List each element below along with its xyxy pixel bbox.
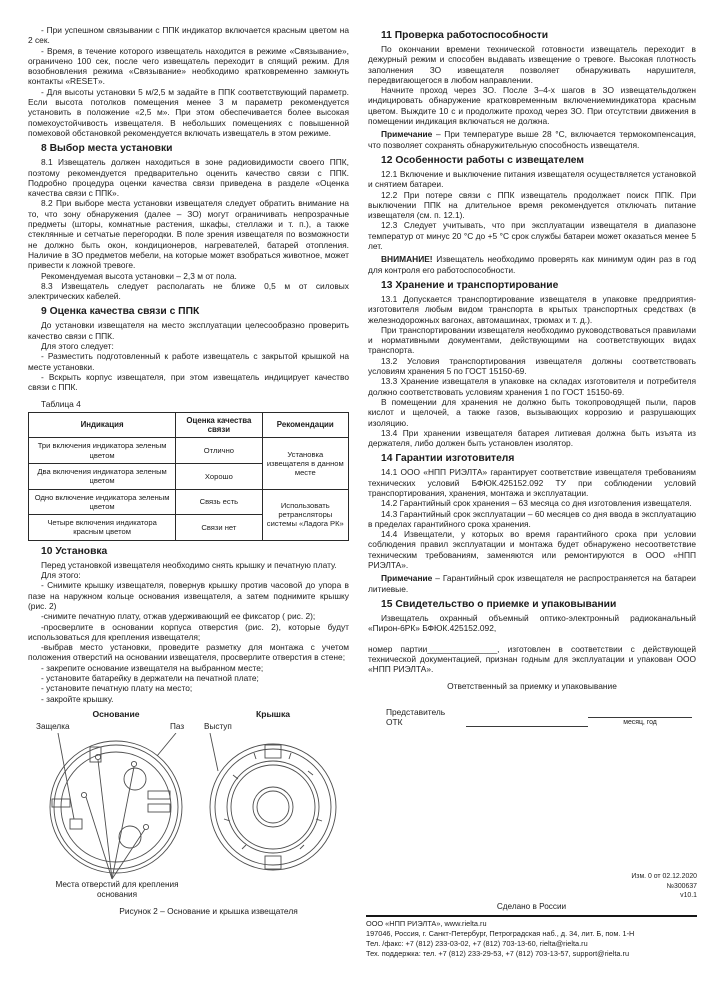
paragraph: Перед установкой извещателя необходимо снять крышку и печатную плату. [41,559,337,570]
groove-pointer-line [157,733,176,756]
paragraph: Для этого: [41,570,81,581]
paragraph: 14.1 ООО «НПП РИЭЛТА» гарантирует соответствие извещателя требованиям технических условий БФЮК.425152.092 ТУ при соблюдении условий транспортирования, хранения, монтажа и эксплуатации. [368,467,696,498]
paragraph: 8.1 Извещатель должен находиться в зоне радиовидимости своего ППК, поэтому рекомендуется предварительно оценить качество связи с ППК. Подробно процедура оценки качества связи приведена в разделе «Оценка качества связи с ППК». [28,157,349,199]
signature-blank [466,716,588,727]
paragraph: -просверлите в основании корпуса отверстия (рис. 2), которые будут использоваться для крепления извещателя; [28,621,349,642]
table-header-quality: Оценка качества связи [176,412,262,438]
table-row [29,489,349,515]
section-13-heading: 13 Хранение и транспортирование [381,279,559,291]
paragraph: Примечание – При температуре выше 28 °С, включается термокомпенсация, что позволяет сохранять обнаружительную способность извещателя. [368,129,696,150]
paragraph: - При успешном связывании с ППК индикатор включается красным цветом на 2 сек. [28,25,349,46]
paragraph: - закройте крышку. [41,693,114,704]
responsible-line: Ответственный за приемку и упаковывание [447,681,617,692]
paragraph: 8.3 Извещатель следует располагать не ближе 0,5 м от силовых электрических кабелей. [28,280,349,302]
date-blank-group [588,707,692,727]
protrusion-pointer-line [210,733,218,771]
figure-label-groove: Паз [170,721,185,731]
paragraph: 13.3 Хранение извещателя в упаковке на складах изготовителя и потребителя должно соответствовать условиям хранения 1 по ГОСТ 15150-69. [368,376,696,397]
footer-line: Тех. поддержка: тел. +7 (812) 233-29-53, +7 (812) 703-13-57, support@rielta.ru [366,949,630,959]
cell-quality: Отлично [176,438,262,464]
paragraph: - Для высоты установки 5 м/2,5 м задайте в ППК соответствующий параметр. Если высота потолков помещения менее 3 м параметр рекомендуется установить в положение «2,5 м». При этом обеспечивается более высокая помехоустойчивость извещателя. В небольших помещениях с повышенной помеховой обстановкой рекомендуется включать извещатель в этом режиме. [28,86,349,138]
paragraph: 13.4 При хранении извещателя батарея литиевая должна быть изъята из держателя, либо должен быть установлен изолятор. [368,427,696,449]
cell-recommendation: Установка извещателя в данном месте [262,438,348,489]
figure-2-drawing [28,733,358,881]
paragraph: - Вскрыть корпус извещателя, при этом извещатель индицирует качество связи с ППК. [28,371,349,393]
date-caption: месяц, год [623,719,657,727]
section-9-body [28,320,349,392]
section-14-heading: 14 Гарантии изготовителя [381,453,515,465]
section-8-heading: 8 Выбор места установки [41,143,173,155]
paragraph: 13.2 Условия транспортирования извещателя должны соответствовать условиям хранения 5 по ГОСТ 15150-69. [368,355,696,377]
paragraph: 12.1 Включение и выключение питания извещателя осуществляется установкой и снятием батареи. [368,168,696,190]
figure-base-title: Основание [92,708,140,719]
paragraph: номер партии_______________, изготовлен в соответствии с действующей технической документацией, признан годным для эксплуатации и упакован ООО «НПП РИЭЛТА». [368,643,696,675]
paragraph: - установите батарейку в держатели на печатной плате; [41,673,259,684]
section-9-heading: 9 Оценка качества связи с ППК [41,306,200,318]
paragraph: ВНИМАНИЕ! Извещатель необходимо проверять как минимум один раз в год для контроля его работоспособности. [368,254,696,275]
made-in-russia-label: Сделано в России [496,901,567,911]
paragraph: - установите печатную плату на место; [41,683,193,694]
paragraph: Примечание – Гарантийный срок извещателя не распространяется на батареи литиевые. [368,573,696,594]
figure-cover-title: Крышка [255,708,291,719]
table-header-recommendation: Рекомендации [262,412,348,438]
paragraph: По окончании времени технической готовности извещатель переходит в дежурный режим и способен выдавать извещение о тревоге. Высокая плотность заполнения ЗО извещателя позволяет обнаруживать нарушителя, передвигающегося в любом направлении. [368,44,696,85]
section-11-heading: 11 Проверка работоспособности [381,30,549,41]
paragraph: Извещатель охранный объемный оптико-электронный радиоканальный «Пирон-6РК» БФЮК.425152.092, [368,612,696,634]
section-12-heading: 12 Особенности работы с извещателем [381,154,584,166]
figure-2 [28,709,349,923]
section-12-body [368,169,696,275]
cell-quality: Связь есть [176,489,262,515]
cell-indication: Четыре включения индикатора красным цветом [29,515,176,541]
cell-indication: Два включения индикатора зеленым цветом [29,463,176,489]
section-11-body [368,44,696,150]
signature-row [368,707,696,728]
footer-line: ООО «НПП РИЭЛТА», www.rielta.ru [366,918,487,928]
paragraph: До установки извещателя на место эксплуатации целесообразно проверить качество связи с ППК. [28,320,349,341]
figure-2-caption: Рисунок 2 – Основание и крышка извещателя [119,905,298,916]
table-4-label: Таблица 4 [41,398,81,409]
section-8-body [28,157,349,301]
continuation-paragraphs [28,25,349,138]
paragraph: Для этого следует: [41,341,114,352]
left-column [28,25,349,923]
figure-label-mounting-holes: Места отверстий для крепления основания [55,879,179,899]
section-14-body [368,467,696,594]
paragraph: В помещении для хранения не должно быть токопроводящей пыли, паров кислот и щелочей, а также газов, вызывающих коррозию и разрушающих изоляцию. [368,396,696,428]
paragraph: При транспортировании извещателя необходимо руководствоваться правилами и нормативными документами, действующими на соответствующих видах транспорта. [368,324,696,356]
latch-pointer-line [58,733,74,819]
document-number: №300637 [666,882,697,890]
paragraph: - Разместить подготовленный к работе извещатель с закрытой крышкой на месте установки. [28,351,349,372]
right-column [368,25,696,923]
paragraph: - закрепите основание извещателя на выбранном месте; [41,662,264,673]
footer-line: 197046, Россия, г. Санкт-Петербург, Петроградская наб., д. 34, лит. Б, пом. 1-Н [366,928,635,938]
company-footer [366,915,697,960]
date-blank [588,707,692,718]
paragraph: 12.2 При потере связи с ППК извещатель продолжает поиск ППК. При выключении ППК на длительное время рекомендуется отключать питание извещателя (см. п. 12.1). [368,189,696,221]
section-10-body [28,560,349,704]
table-row [29,438,349,464]
section-10-heading: 10 Установка [41,545,108,557]
otk-representative-label: Представитель ОТК [386,706,446,728]
section-15-body [368,613,696,674]
paragraph: - Время, в течение которого извещатель находится в режиме «Связывание», ограничено 100 сек, после чего извещатель переходит в спящий режим. Для возобновления режима «Связывание» необходимо кратковременно замкнуть контакты «RESET». [28,45,349,87]
paragraph: Рекомендуемая высота установки – 2,3 м от пола. [41,270,237,281]
table-4 [28,412,349,541]
footer-line: Тел. /факс: +7 (812) 233-03-02, +7 (812) 703-13-60, rielta@rielta.ru [366,939,588,949]
paragraph: 13.1 Допускается транспортирование извещателя в упаковке предприятия-изготовителя любым видом транспорта в крытых транспортных средствах (в железнодорожных вагонах, автомашинах, трюмах и т. д.). [368,293,696,325]
table-header-row [29,412,349,438]
revision-line: Изм. 0 от 02.12.2020 [631,873,697,880]
base-diagram [50,733,182,879]
figure-label-latch: Защелка [36,721,70,731]
cell-indication: Одно включение индикатора зеленым цветом [29,489,176,515]
paragraph: 8.2 При выборе места установки извещателя следует обратить внимание на то, что зону обнаружения (далее – ЗО) могут ограничивать непрозрачные предметы (шторы, комнатные растения, шкафы, стеллажи и т. п.), а также стеклянные и сетчатые перегородки. В поле зрения извещателя по возможности не должно быть окон, кондиционеров, нагревателей, батарей отопления. Наличие в ЗО предметов мебели, на которые может взобраться животное, может привести к ложной тревоге. [28,198,349,271]
imprint-block [366,872,697,960]
paragraph: 12.3 Следует учитывать, что при эксплуатации извещателя в диапазоне температур от минус 20 °С до +5 °С срок службы батареи может оказаться менее 5 лет. [368,220,696,252]
cell-recommendation: Использовать ретрансляторы системы «Ладога РК» [262,489,348,540]
section-15-heading: 15 Свидетельство о приемке и упаковывании [381,598,617,610]
paragraph: -выбрав место установки, проведите разметку для монтажа с учетом положения отверстий на основании извещателя, просверлите отверстия в стене; [28,642,349,663]
paragraph: -снимите печатную плату, отжав удерживающий ее фиксатор ( рис. 2); [41,611,316,622]
table-header-indication: Индикация [29,412,176,438]
paragraph: 14.3 Гарантийный срок эксплуатации – 60 месяцев со дня ввода в эксплуатацию в пределах гарантийного срока хранения. [368,508,696,529]
paragraph: 14.4 Извещатели, у которых во время гарантийного срока при условии соблюдения правил эксплуатации и монтажа будет обнаружено несоответствие техническим требованиям, заменяются или ремонтируются в ООО «НПП РИЭЛТА». [368,529,696,571]
paragraph: Начните проход через ЗО. После 3–4-х шагов в ЗО извещательдолжен индицировать обнаружение кратковременным включениеминдикатора красным цветом. Выждите 10 с и продолжите проход через ЗО. При отсутствии движения в помещении индикация включаться не должна. [368,85,696,127]
cover-diagram [210,733,336,870]
cell-quality: Хорошо [176,463,262,489]
section-13-body [368,294,696,448]
paragraph: 14.2 Гарантийный срок хранения – 63 месяца со дня изготовления извещателя. [381,498,692,509]
version-label: v10.1 [680,892,697,899]
cell-indication: Три включения индикатора зеленым цветом [29,438,176,464]
cell-quality: Связи нет [176,515,262,541]
figure-label-protrusion: Выступ [204,721,232,731]
revision-block [366,872,697,901]
paragraph: - Снимите крышку извещателя, повернув крышку против часовой до упора в пазе на наружном кольце основания извещателя, а затем поднимите крышку (рис. 2) [28,580,349,611]
